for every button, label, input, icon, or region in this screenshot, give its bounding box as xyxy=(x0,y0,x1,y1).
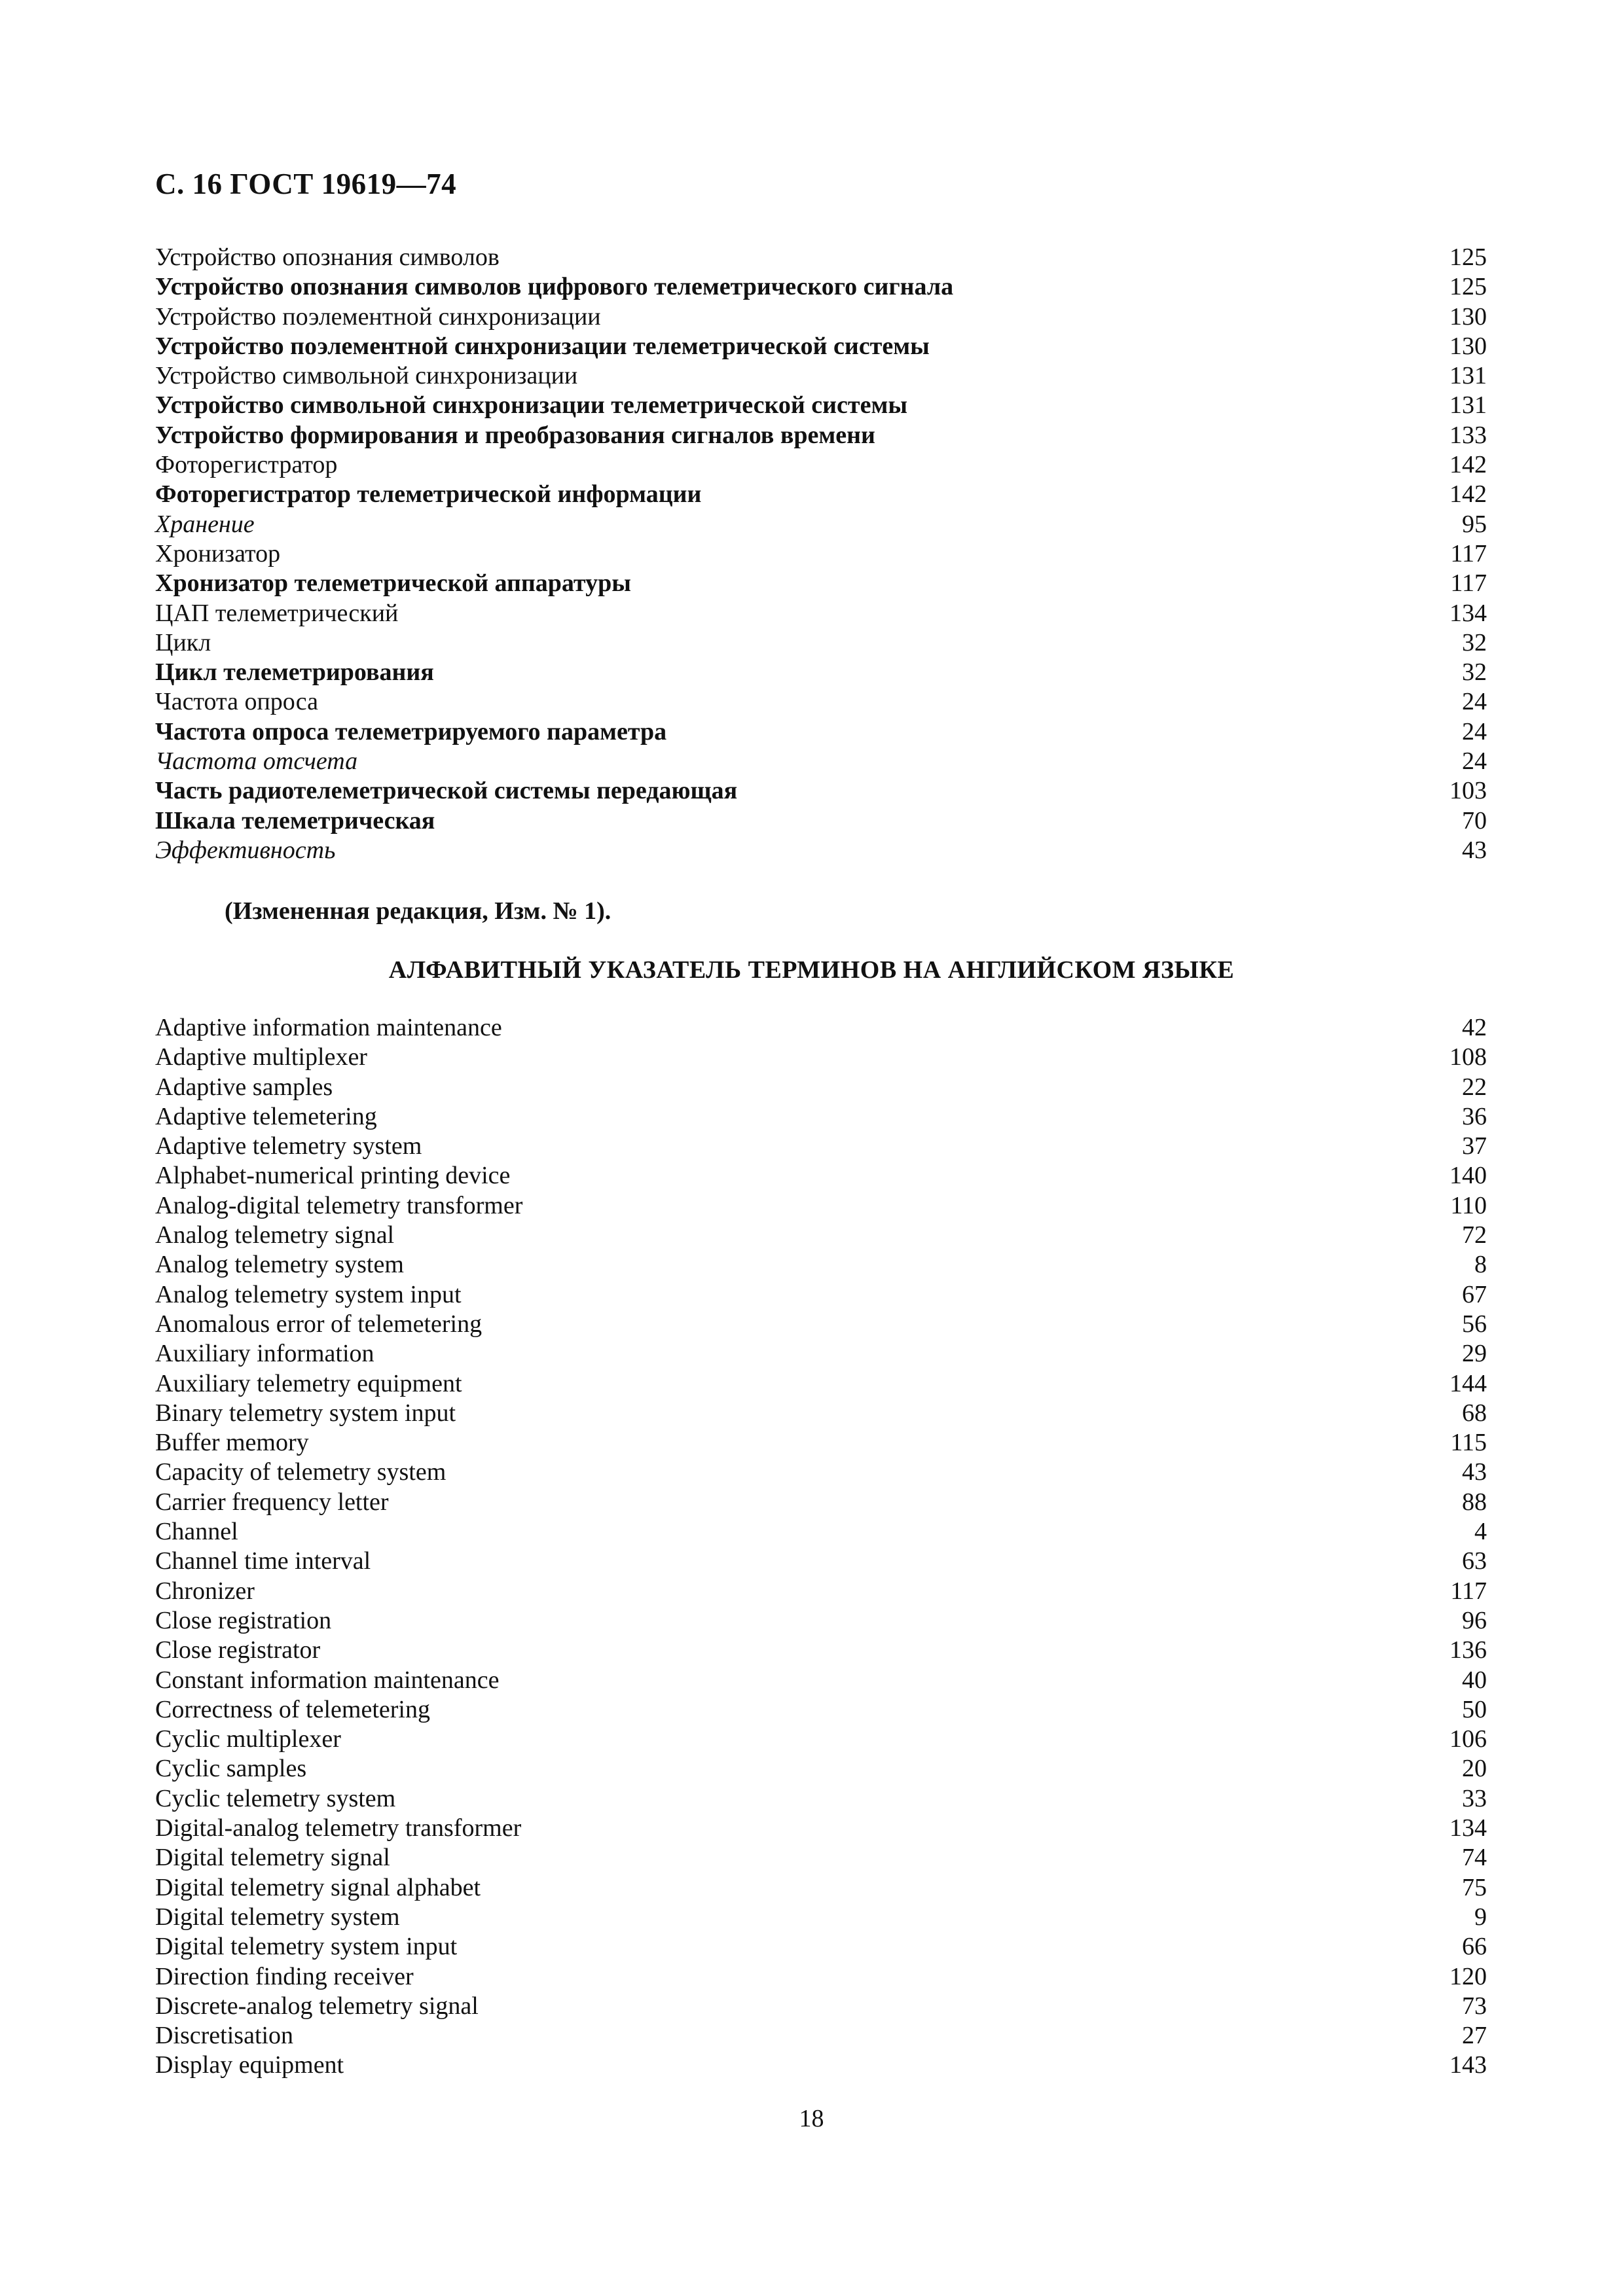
index-term: Direction finding receiver xyxy=(155,1962,414,1990)
index-page-number: 134 xyxy=(1450,599,1487,627)
index-entry xyxy=(155,1992,1487,2021)
index-page-number: 108 xyxy=(1450,1043,1487,1071)
index-term: Частота опроса телеметрируемого параметра xyxy=(155,717,667,745)
index-term: Часть радиотелеметрической системы передающая xyxy=(155,777,738,805)
index-term: Cyclic multiplexer xyxy=(155,1725,341,1753)
russian-term-index xyxy=(155,243,1487,865)
index-entry xyxy=(155,421,1487,450)
index-entry xyxy=(155,510,1487,539)
index-term: Digital-analog telemetry transformer xyxy=(155,1814,522,1842)
index-page-number: 130 xyxy=(1450,302,1487,331)
index-page-number: 115 xyxy=(1450,1429,1487,1457)
index-page-number: 110 xyxy=(1450,1191,1487,1219)
index-page-number: 144 xyxy=(1450,1369,1487,1397)
index-entry xyxy=(155,1013,1487,1043)
index-entry xyxy=(155,1754,1487,1784)
index-entry xyxy=(155,1636,1487,1665)
index-term: Analog-digital telemetry transformer xyxy=(155,1191,523,1219)
index-term: Close registration xyxy=(155,1606,332,1634)
index-term: Anomalous error of telemetering xyxy=(155,1310,483,1338)
index-page-number: 75 xyxy=(1462,1873,1487,1901)
index-term: Buffer memory xyxy=(155,1429,309,1457)
index-entry xyxy=(155,1280,1487,1310)
index-entry xyxy=(155,628,1487,658)
index-entry xyxy=(155,2051,1487,2080)
index-page-number: 40 xyxy=(1462,1666,1487,1694)
amendment-note: (Измененная редакция, Изм. № 1). xyxy=(225,897,611,925)
index-entry xyxy=(155,1339,1487,1369)
index-entry xyxy=(155,1606,1487,1636)
index-entry xyxy=(155,1043,1487,1072)
index-entry xyxy=(155,1873,1487,1903)
index-term: Analog telemetry system xyxy=(155,1251,404,1279)
index-term: Устройство опознания символов xyxy=(155,243,500,271)
index-page-number: 106 xyxy=(1450,1725,1487,1753)
index-page-number: 32 xyxy=(1462,628,1487,656)
index-entry xyxy=(155,1666,1487,1695)
index-page-number: 133 xyxy=(1450,421,1487,449)
index-page-number: 67 xyxy=(1462,1280,1487,1308)
index-page-number: 140 xyxy=(1450,1162,1487,1190)
index-term: Digital telemetry signal xyxy=(155,1844,390,1872)
index-page-number: 66 xyxy=(1462,1933,1487,1961)
index-term: Binary telemetry system input xyxy=(155,1399,456,1427)
index-term: Фоторегистратор телеметрической информации xyxy=(155,480,702,509)
index-entry xyxy=(155,776,1487,806)
index-page-number: 72 xyxy=(1462,1221,1487,1249)
index-entry xyxy=(155,1458,1487,1487)
index-page-number: 131 xyxy=(1450,391,1487,420)
index-page-number: 36 xyxy=(1462,1102,1487,1130)
index-page-number: 130 xyxy=(1450,332,1487,360)
index-entry xyxy=(155,1250,1487,1280)
index-entry xyxy=(155,1132,1487,1161)
english-term-index xyxy=(155,1013,1487,2081)
index-entry xyxy=(155,1784,1487,1814)
index-term: Constant information maintenance xyxy=(155,1666,500,1694)
index-term: Устройство поэлементной синхронизации xyxy=(155,302,601,331)
index-entry xyxy=(155,836,1487,865)
index-term: Display equipment xyxy=(155,2051,344,2079)
index-entry xyxy=(155,361,1487,391)
index-term: Auxiliary telemetry equipment xyxy=(155,1369,462,1397)
index-term: Adaptive telemetering xyxy=(155,1102,377,1130)
index-page-number: 9 xyxy=(1474,1903,1487,1931)
index-term: Discretisation xyxy=(155,2022,294,2050)
index-term: Устройство символьной синхронизации телеметрической системы xyxy=(155,391,907,420)
index-page-number: 22 xyxy=(1462,1073,1487,1101)
index-page-number: 70 xyxy=(1462,806,1487,834)
index-entry xyxy=(155,332,1487,361)
index-term: Частота опроса xyxy=(155,688,318,716)
index-page-number: 103 xyxy=(1450,777,1487,805)
index-term: Digital telemetry system input xyxy=(155,1933,458,1961)
index-entry xyxy=(155,1814,1487,1843)
index-term: Устройство поэлементной синхронизации телеметрической системы xyxy=(155,332,930,360)
index-entry xyxy=(155,1577,1487,1606)
index-entry xyxy=(155,1695,1487,1725)
index-page-number: 33 xyxy=(1462,1784,1487,1812)
index-page-number: 68 xyxy=(1462,1399,1487,1427)
index-entry xyxy=(155,747,1487,776)
index-term: Capacity of telemetry system xyxy=(155,1458,447,1486)
index-page-number: 143 xyxy=(1450,2051,1487,2079)
index-entry xyxy=(155,1369,1487,1399)
index-entry xyxy=(155,1725,1487,1754)
index-entry xyxy=(155,658,1487,687)
index-entry xyxy=(155,1221,1487,1250)
index-term: Эффективность xyxy=(155,836,336,864)
index-entry xyxy=(155,806,1487,836)
index-page-number: 120 xyxy=(1450,1962,1487,1990)
page-header: С. 16 ГОСТ 19619—74 xyxy=(155,168,457,200)
index-page-number: 50 xyxy=(1462,1695,1487,1723)
index-term: Шкала телеметрическая xyxy=(155,806,435,834)
index-term: Adaptive telemetry system xyxy=(155,1132,422,1160)
page-number: 18 xyxy=(799,2105,824,2132)
index-page-number: 125 xyxy=(1450,273,1487,301)
index-term: Хронизатор xyxy=(155,539,281,567)
index-term: Chronizer xyxy=(155,1577,255,1605)
index-term: Channel time interval xyxy=(155,1547,371,1575)
index-entry xyxy=(155,2021,1487,2051)
index-entry xyxy=(155,1161,1487,1191)
index-term: Устройство символьной синхронизации xyxy=(155,362,578,390)
index-page-number: 4 xyxy=(1474,1518,1487,1546)
index-entry xyxy=(155,717,1487,747)
index-entry xyxy=(155,1488,1487,1517)
index-page-number: 20 xyxy=(1462,1755,1487,1783)
index-page-number: 8 xyxy=(1474,1251,1487,1279)
index-term: Фоторегистратор xyxy=(155,451,338,479)
index-entry xyxy=(155,1843,1487,1873)
index-term: Cyclic telemetry system xyxy=(155,1784,396,1812)
index-term: Хранение xyxy=(155,510,255,538)
index-page-number: 29 xyxy=(1462,1340,1487,1368)
index-term: Auxiliary information xyxy=(155,1340,374,1368)
index-term: Устройство опознания символов цифрового телеметрического сигнала xyxy=(155,273,954,301)
index-entry xyxy=(155,243,1487,272)
index-entry xyxy=(155,539,1487,569)
index-entry xyxy=(155,569,1487,598)
index-term: Digital telemetry signal alphabet xyxy=(155,1873,481,1901)
index-page-number: 74 xyxy=(1462,1844,1487,1872)
index-term: Цикл телеметрирования xyxy=(155,658,434,687)
index-entry xyxy=(155,1073,1487,1102)
index-entry xyxy=(155,480,1487,509)
index-entry xyxy=(155,1102,1487,1132)
index-page-number: 73 xyxy=(1462,1992,1487,2020)
index-entry xyxy=(155,1932,1487,1962)
index-page-number: 136 xyxy=(1450,1636,1487,1664)
index-page-number: 43 xyxy=(1462,1458,1487,1486)
index-entry xyxy=(155,1310,1487,1339)
index-entry xyxy=(155,1547,1487,1576)
index-term: Correctness of telemetering xyxy=(155,1695,430,1723)
index-page-number: 24 xyxy=(1462,717,1487,745)
index-entry xyxy=(155,272,1487,302)
index-entry xyxy=(155,450,1487,480)
index-page-number: 32 xyxy=(1462,658,1487,687)
index-entry xyxy=(155,599,1487,628)
index-term: Analog telemetry signal xyxy=(155,1221,395,1249)
index-entry xyxy=(155,1962,1487,1992)
index-page-number: 131 xyxy=(1450,362,1487,390)
index-page-number: 117 xyxy=(1450,539,1487,567)
index-page-number: 56 xyxy=(1462,1310,1487,1338)
index-term: Частота отсчета xyxy=(155,747,358,776)
index-page-number: 125 xyxy=(1450,243,1487,271)
english-index-title: АЛФАВИТНЫЙ УКАЗАТЕЛЬ ТЕРМИНОВ НА АНГЛИЙСКОМ ЯЗЫКЕ xyxy=(388,956,1235,984)
index-page-number: 43 xyxy=(1462,836,1487,864)
index-term: Alphabet-numerical printing device xyxy=(155,1162,511,1190)
index-page-number: 95 xyxy=(1462,510,1487,538)
index-term: Analog telemetry system input xyxy=(155,1280,462,1308)
index-term: Digital telemetry system xyxy=(155,1903,400,1931)
index-page-number: 42 xyxy=(1462,1014,1487,1041)
index-page-number: 142 xyxy=(1450,480,1487,509)
index-entry xyxy=(155,1517,1487,1547)
index-page-number: 117 xyxy=(1450,569,1487,598)
index-page-number: 88 xyxy=(1462,1488,1487,1516)
index-entry xyxy=(155,391,1487,420)
index-page-number: 27 xyxy=(1462,2022,1487,2050)
index-entry xyxy=(155,1428,1487,1458)
index-entry xyxy=(155,1903,1487,1932)
index-term: Цикл xyxy=(155,628,211,656)
index-page-number: 134 xyxy=(1450,1814,1487,1842)
index-entry xyxy=(155,1399,1487,1428)
index-term: Channel xyxy=(155,1518,238,1546)
index-term: Устройство формирования и преобразования сигналов времени xyxy=(155,421,875,449)
index-term: Cyclic samples xyxy=(155,1755,307,1783)
index-term: Discrete-analog telemetry signal xyxy=(155,1992,479,2020)
index-term: Adaptive information maintenance xyxy=(155,1014,502,1041)
index-term: Adaptive multiplexer xyxy=(155,1043,367,1071)
index-entry xyxy=(155,1191,1487,1221)
index-entry xyxy=(155,302,1487,332)
index-term: ЦАП телеметрический xyxy=(155,599,399,627)
index-page-number: 37 xyxy=(1462,1132,1487,1160)
index-term: Carrier frequency letter xyxy=(155,1488,389,1516)
index-entry xyxy=(155,687,1487,717)
index-term: Хронизатор телеметрической аппаратуры xyxy=(155,569,631,598)
index-page-number: 24 xyxy=(1462,688,1487,716)
index-page-number: 96 xyxy=(1462,1606,1487,1634)
index-term: Close registrator xyxy=(155,1636,321,1664)
index-page-number: 117 xyxy=(1450,1577,1487,1605)
index-term: Adaptive samples xyxy=(155,1073,333,1101)
index-page-number: 142 xyxy=(1450,451,1487,479)
index-page-number: 24 xyxy=(1462,747,1487,776)
index-page-number: 63 xyxy=(1462,1547,1487,1575)
